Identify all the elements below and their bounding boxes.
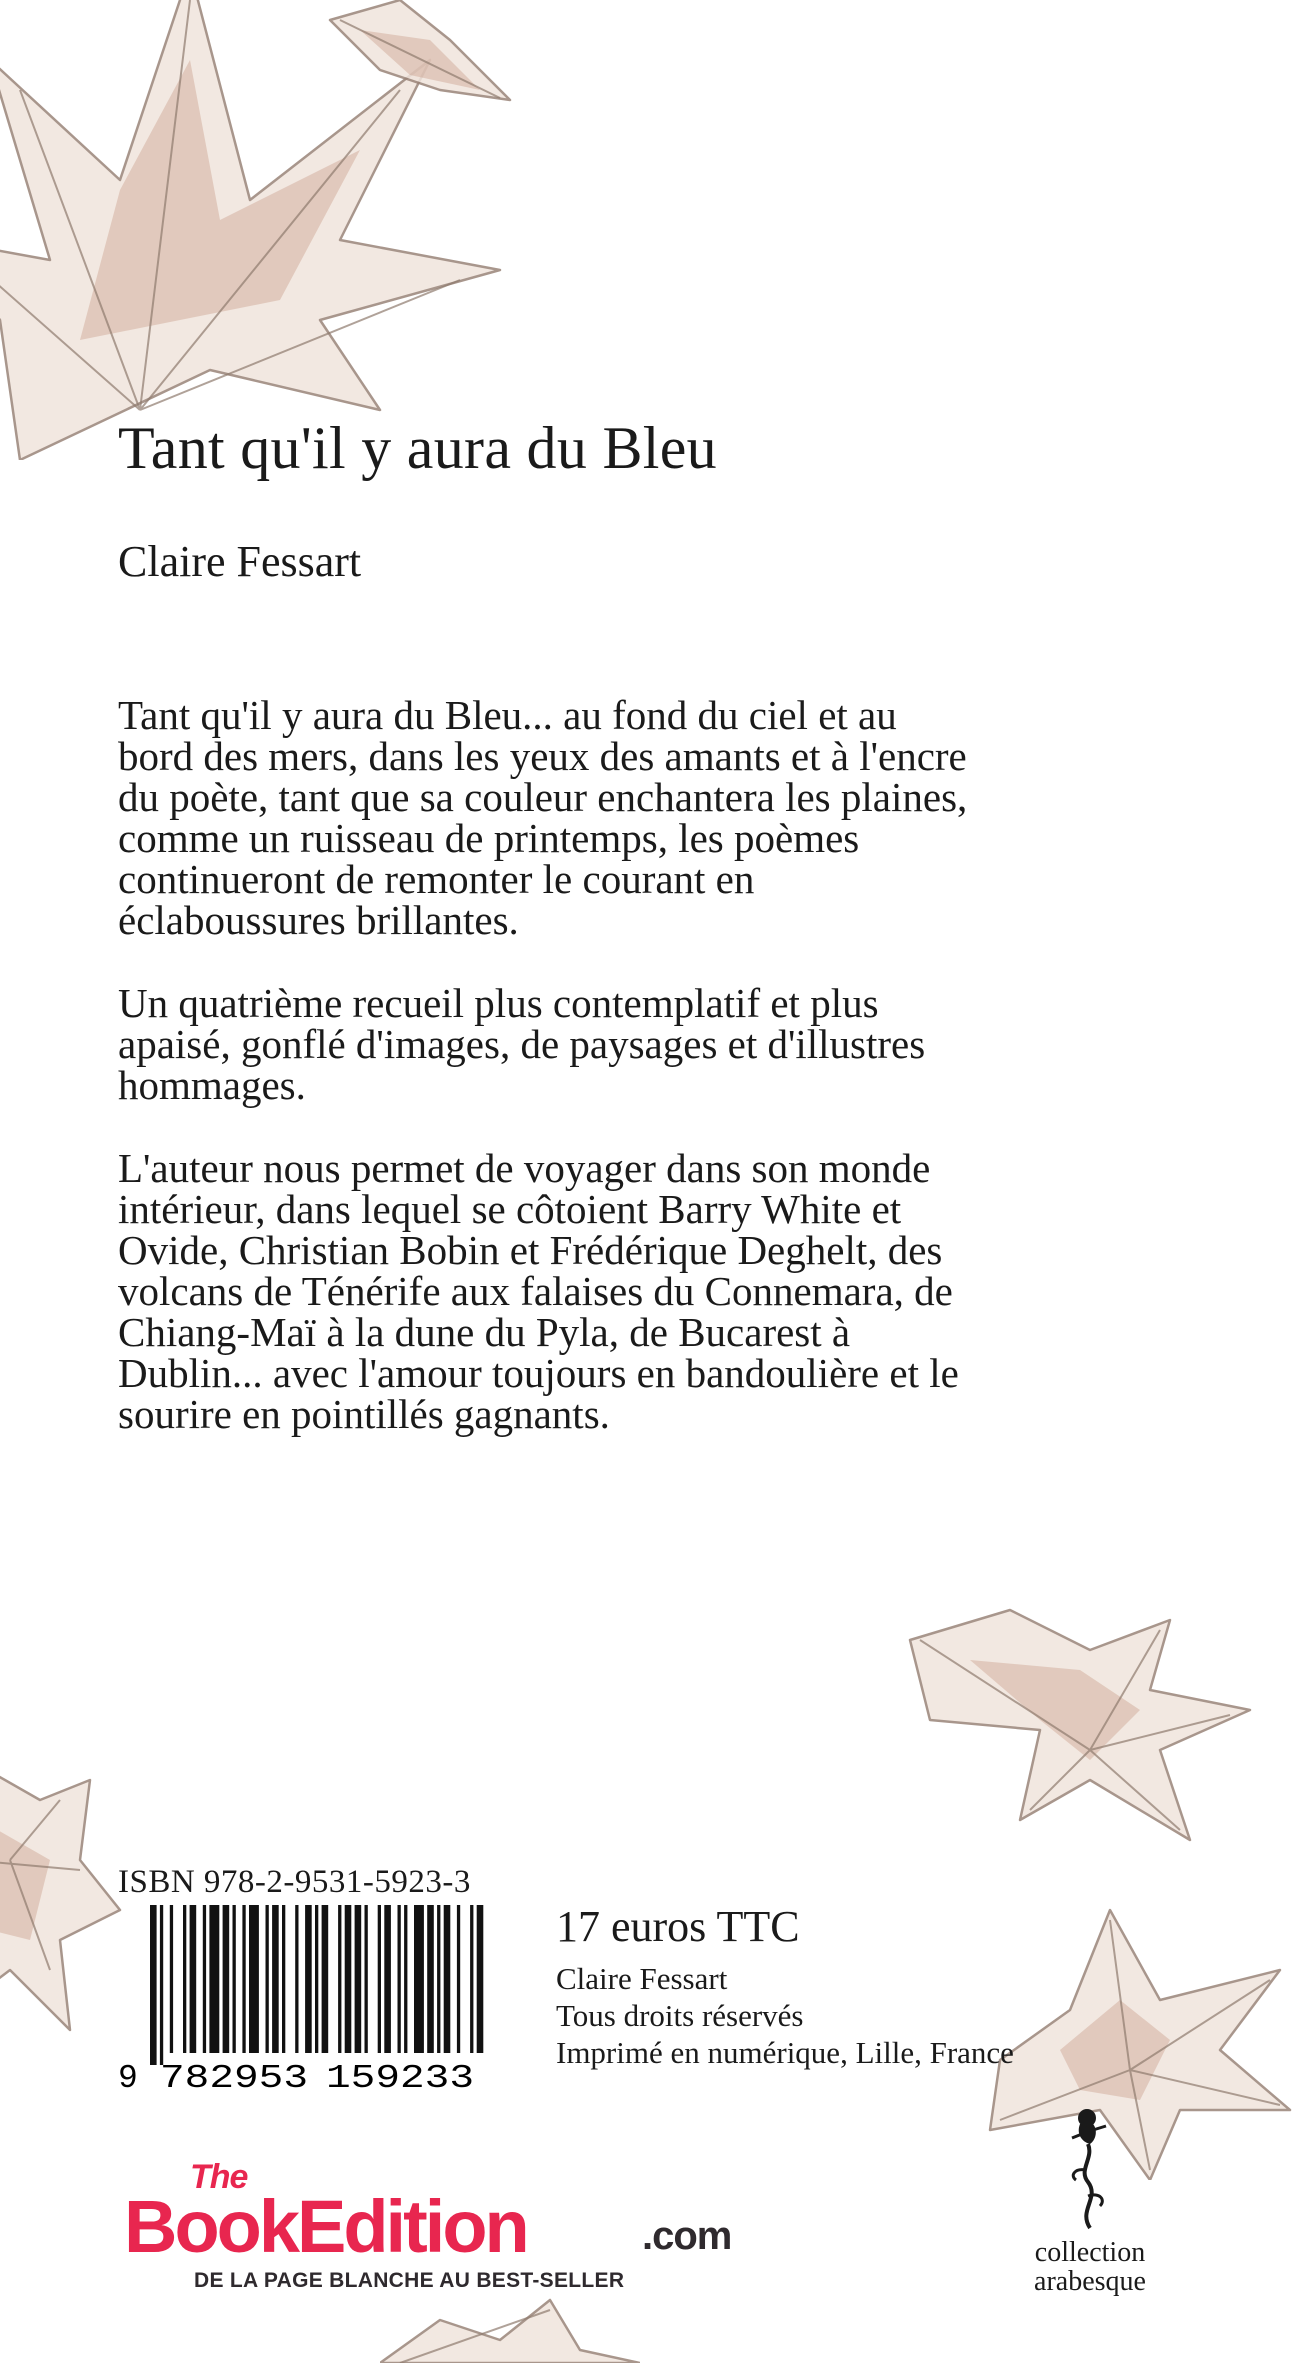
barcode-bar xyxy=(233,1905,236,2053)
barcode-bar xyxy=(295,1905,298,2053)
barcode-bar xyxy=(242,1905,245,2053)
barcode-bar xyxy=(414,1905,424,2053)
barcode-bar xyxy=(150,1905,157,2065)
barcode-bar xyxy=(404,1905,407,2053)
bookedition-logo xyxy=(124,2158,732,2300)
barcode-bar xyxy=(457,1905,460,2053)
barcode-bar xyxy=(345,1905,352,2053)
barcode-bar xyxy=(170,1905,173,2053)
isbn-label: ISBN 978-2-9531-5923-3 xyxy=(118,1864,471,1900)
barcode-bar xyxy=(444,1905,451,2053)
barcode-bar xyxy=(249,1905,259,2053)
price: 17 euros TTC xyxy=(556,1902,800,1951)
copyright-holder: Claire Fessart xyxy=(556,1961,728,1996)
barcode-bar xyxy=(427,1905,434,2053)
barcode-bar xyxy=(160,1905,163,2065)
logo-the: The xyxy=(190,2158,248,2196)
barcode-bar xyxy=(266,1905,269,2053)
barcode-bar xyxy=(322,1905,329,2053)
collection-name: arabesque xyxy=(1034,2266,1146,2297)
rights-statement: Tous droits réservés xyxy=(556,1998,804,2033)
printing-info: Imprimé en numérique, Lille, France xyxy=(556,2035,1014,2070)
barcode-bar xyxy=(338,1905,341,2053)
barcode-bar xyxy=(282,1905,285,2053)
barcode-bar xyxy=(437,1905,440,2053)
barcode-bar xyxy=(315,1905,318,2053)
book-title: Tant qu'il y aura du Bleu xyxy=(118,415,717,481)
barcode-bar xyxy=(183,1905,186,2053)
monkey-vine-icon xyxy=(1060,2100,1120,2230)
leaf-illustration-bottom-center xyxy=(380,2290,640,2363)
barcode-bars xyxy=(150,1905,483,2065)
back-cover-blurb xyxy=(118,692,978,1477)
logo-name: BookEdition xyxy=(124,2185,527,2268)
leaf-illustration-bottom-left xyxy=(0,1740,130,2040)
leaf-illustration-top-right xyxy=(320,0,520,130)
barcode-bar xyxy=(209,1905,219,2053)
logo-domain: .com xyxy=(642,2214,732,2258)
barcode-bar xyxy=(470,1905,473,2053)
isbn-barcode xyxy=(118,1905,494,2091)
barcode-bar xyxy=(384,1905,391,2053)
collection-word: collection xyxy=(1034,2237,1146,2268)
barcode-bar xyxy=(272,1905,279,2053)
barcode-bar xyxy=(365,1905,368,2053)
barcode-digits-right: 159233 xyxy=(326,2060,474,2091)
barcode-bar xyxy=(398,1905,401,2053)
barcode-bar xyxy=(305,1905,312,2053)
blurb-paragraph: L'auteur nous permet de voyager dans son monde intérieur, dans lequel se côtoient Barry White et Ovide, Christian Bobin et Frédérique Deghelt, des volcans de Ténérife aux falaises du Connemara, de Chiang-Maï à la dune du Pyla, de Bucarest à Dublin... avec l'amour toujours en bandoulière et le sourire en pointillés gagnants. xyxy=(118,1145,959,1437)
barcode-bar xyxy=(203,1905,206,2053)
logo-tagline: DE LA PAGE BLANCHE AU BEST-SELLER xyxy=(194,2269,625,2292)
barcode-bar xyxy=(477,1905,484,2053)
blurb-paragraph: Un quatrième recueil plus contemplatif et plus apaisé, gonflé d'images, de paysages et d'illustres hommages. xyxy=(118,980,926,1108)
book-author: Claire Fessart xyxy=(118,537,362,586)
barcode-bar xyxy=(223,1905,230,2053)
barcode-bar xyxy=(355,1905,362,2053)
price-and-legal xyxy=(556,1902,1014,2074)
barcode-bar xyxy=(190,1905,197,2053)
collection-arabesque-logo xyxy=(1020,2100,1160,2296)
barcode-digit-lead: 9 xyxy=(118,2060,138,2091)
blurb-paragraph: Tant qu'il y aura du Bleu... au fond du ciel et au bord des mers, dans les yeux des amants et à l'encre du poète, tant que sa couleur enchantera les plaines, comme un ruisseau de printemps, les poèmes continueront de remonter le courant en éclaboussures brillantes. xyxy=(118,692,968,943)
barcode-digits-left: 782953 xyxy=(160,2060,308,2091)
barcode-bar xyxy=(378,1905,381,2053)
leaf-illustration-right-middle xyxy=(890,1600,1300,1850)
